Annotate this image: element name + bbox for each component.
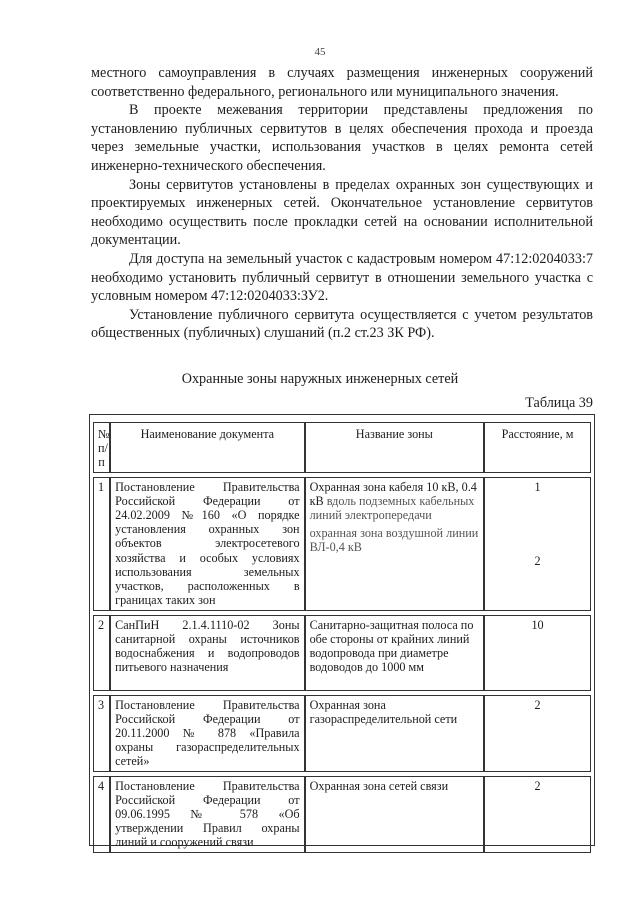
row-zone: Охранная зона газораспределительной сети — [305, 695, 485, 772]
row-num: 2 — [93, 615, 110, 691]
row-dist: 2 — [484, 695, 591, 772]
row-zone: Санитарно-защитная полоса по обе стороны от крайних линий водопровода при диаметре водоводов до 1000 мм — [305, 615, 485, 691]
distance-value-2: 2 — [534, 553, 541, 568]
protection-zones-table — [93, 418, 591, 857]
zone-name-2: охранная зона воздушной линии ВЛ-0,4 кВ — [309, 526, 479, 555]
table-row — [93, 477, 591, 611]
table-row — [93, 695, 591, 772]
table-row — [93, 615, 591, 691]
header-zone: Название зоны — [305, 422, 485, 473]
zone-extra: вдоль подземных кабельных линий электропередачи — [309, 493, 475, 523]
paragraph: Для доступа на земельный участок с кадастровым номером 47:12:0204033:7 необходимо установить публичный сервитут в отношении земельного участка с условным номером 47:12:0204033:ЗУ2. — [91, 250, 593, 305]
table-row — [93, 776, 591, 853]
row-doc: Постановление Правительства Российской Федерации от 24.02.2009 №160 «О порядке установления охранных зон объектов электросетевого хозяйства и особых условиях использования земельных участков, расположенных в границах таких зон — [110, 477, 304, 611]
row-doc: Постановление Правительства Российской Федерации от 09.06.1995 № 578 «Об утверждении Правил охраны линий и сооружений связи — [110, 776, 304, 853]
row-doc: Постановление Правительства Российской Федерации от 20.11.2000 № 878 «Правила охраны газораспределительных сетей» — [110, 695, 304, 772]
table-title: Охранные зоны наружных инженерных сетей — [181, 371, 459, 387]
row-num: 4 — [93, 776, 110, 853]
distance-value: 1 — [534, 479, 541, 494]
row-zone: Охранная зона сетей связи — [305, 776, 485, 853]
header-dist: Расстояние, м — [484, 422, 591, 473]
body-text — [91, 64, 593, 343]
row-num: 3 — [93, 695, 110, 772]
header-num: № п/п — [93, 422, 110, 473]
paragraph: Зоны сервитутов установлены в пределах охранных зон существующих и проектируемых инженерных сетей. Окончательное установление сервитутов необходимо осуществить после прокладки сетей на основании исполнительной документации. — [91, 176, 593, 249]
table-header-row — [93, 422, 591, 473]
table-caption: Таблица 39 — [525, 395, 593, 411]
row-zone — [305, 477, 485, 611]
paragraph: Установление публичного сервитута осуществляется с учетом результатов общественных (публичных) слушаний (п.2 ст.23 ЗК РФ). — [91, 306, 593, 342]
row-dist — [484, 477, 591, 611]
paragraph: В проекте межевания территории представлены предложения по установлению публичных сервитутов в целях обеспечения прохода и проезда через земельные участки, использования участков в целях ремонта сетей инженерно-технического обеспечения. — [91, 102, 593, 174]
zone-name: Охранная зона кабеля 10 кВ, 0.4 кВ — [309, 479, 477, 508]
header-doc: Наименование документа — [110, 422, 304, 473]
row-num: 1 — [93, 477, 110, 611]
page-number: 45 — [314, 46, 326, 58]
paragraph: местного самоуправления в случаях размещения инженерных сооружений соответственно федерального, регионального или муниципального значения. — [91, 65, 593, 100]
row-doc: СанПиН 2.1.4.1110-02 Зоны санитарной охраны источников водоснабжения и водопроводов питьевого назначения — [110, 615, 304, 691]
row-dist: 10 — [484, 615, 591, 691]
row-dist: 2 — [484, 776, 591, 853]
